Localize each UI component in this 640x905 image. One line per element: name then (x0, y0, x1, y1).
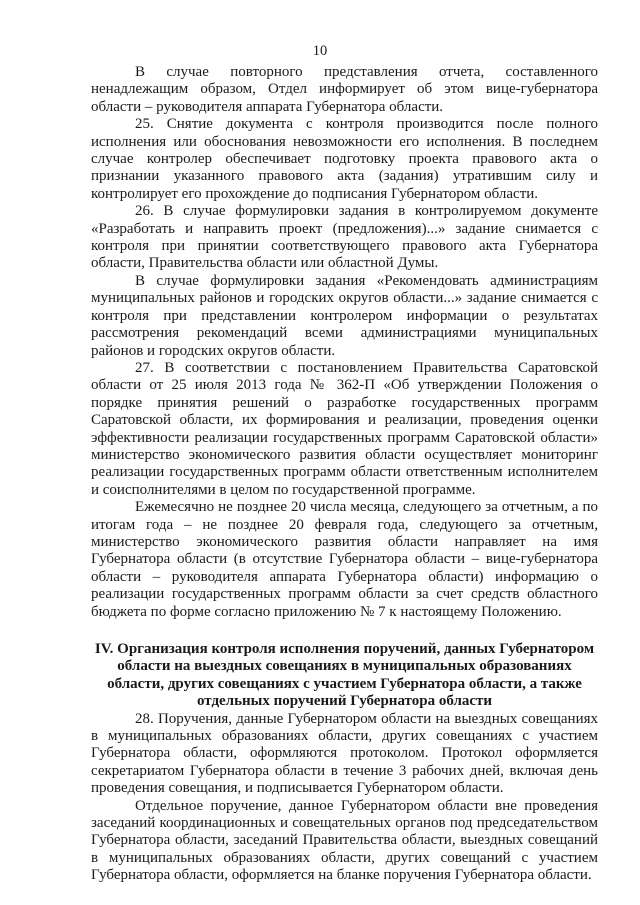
paragraph-report-resubmission: В случае повторного представления отчета, составленного ненадлежащим образом, Отдел информирует об этом вице-губернатора области – руководителя аппарата Губернатора области. (91, 64, 598, 115)
paragraph-28-protocol: 28. Поручения, данные Губернатором области на выездных совещаниях в муниципальных образованиях области, других совещаниях с участием Губернатора области, оформляются протоколом. Протокол оформляется секретариатом Губернатора области в течение 3 рабочих дней, включая день проведения совещания, и подписывается Губернатором области. (91, 710, 598, 797)
paragraph-25-removal-from-control: 25. Снятие документа с контроля производится после полного исполнения или обоснования невозможности его исполнения. В последнем случае контролер обеспечивает подготовку проекта правового акта о признании указанного правового акта (задания) утратившим силу и контролирует его прохождение до подписания Губернатором области. (91, 116, 598, 202)
paragraph-27-monitoring: 27. В соответствии с постановлением Правительства Саратовской области от 25 июля 2013 года № 362-П «Об утверждении Положения о порядке принятия решений о разработке государственных программ Саратовской области, их формирования и реализации, проведения оценки эффективности реализации государственных программ Саратовской области» министерство экономического развития области осуществляет мониторинг реализации государственных программ области ответственным исполнителем и соисполнителями в целом по государственной программе. (91, 359, 598, 498)
paragraph-26-recommend-wording: В случае формулировки задания «Рекомендовать администрациям муниципальных районов и городских округов области...» задание снимается с контроля при представлении контролером информации о результатах рассмотрения рекомендаций всеми администрациями муниципальных районов и городских округов области. (91, 272, 598, 359)
paragraph-26-draft-wording: 26. В случае формулировки задания в контролируемом документе «Разработать и направить проект (предложения)...» задание снимается с контроля при принятии соответствующего правового акта Губернатора области, Правительства области или областной Думы. (91, 203, 598, 272)
paragraph-27-monthly-report: Ежемесячно не позднее 20 числа месяца, следующего за отчетным, а по итогам года – не позднее 20 февраля года, следующего за отчетным, министерство экономического развития области направляет на имя Губернатора области (в отсутствие Губернатора области – вице-губернатора области – руководителя аппарата Губернатора области) информацию о реализации государственных программ области за счет средств областного бюджета по форме согласно приложению № 7 к настоящему Положению. (91, 499, 598, 620)
page-content (91, 64, 598, 885)
section-heading-iv: IV. Организация контроля исполнения поручений, данных Губернатором области на выездных совещаниях в муниципальных образованиях области, других совещаниях с участием Губернатора области, а также отдельных поручений Губернатора области (94, 641, 595, 710)
paragraph-28-separate-instruction: Отдельное поручение, данное Губернатором области вне проведения заседаний координационных и совещательных органов под председательством Губернатора области, заседаний Правительства области, выездных совещаний в муниципальных образованиях области, других совещаний с участием Губернатора области, оформляется на бланке поручения Губернатора области. (91, 797, 598, 884)
page-number: 10 (312, 43, 328, 59)
